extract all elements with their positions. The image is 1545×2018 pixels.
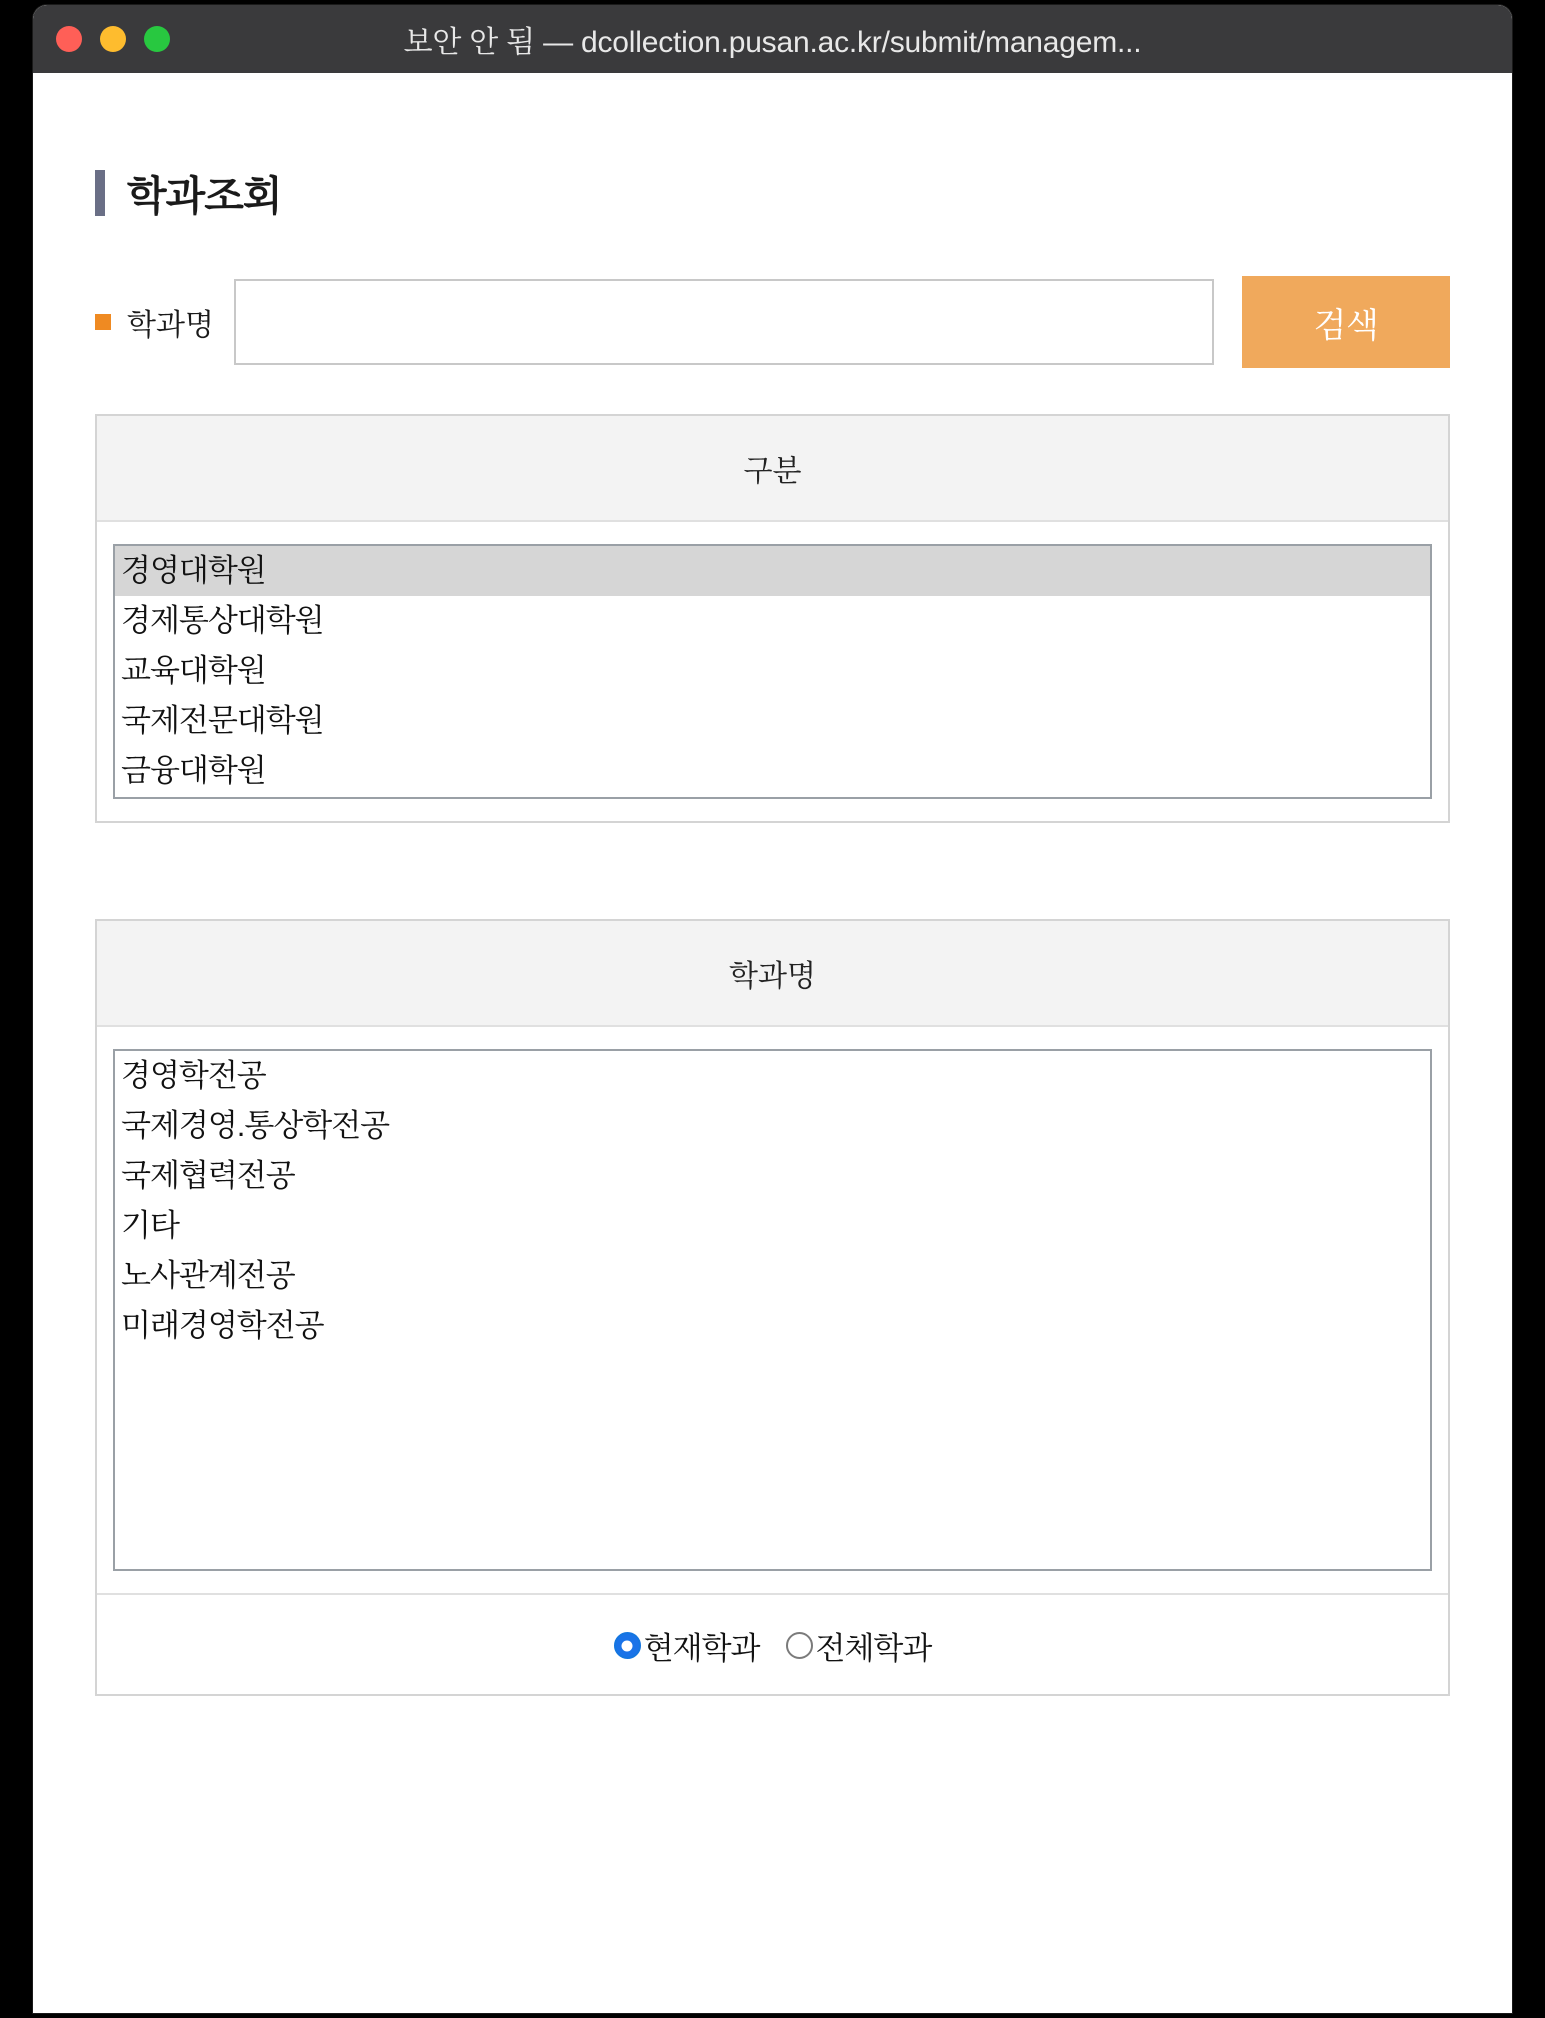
list-item[interactable]: 경제통상대학원 — [121, 603, 324, 638]
major-panel-footer — [97, 1593, 1448, 1694]
list-item[interactable]: 기타 — [121, 1208, 179, 1243]
title-accent-bar — [95, 170, 105, 216]
radio-all-departments[interactable] — [786, 1623, 932, 1668]
department-panel-body — [97, 522, 1448, 821]
major-panel-header: 학과명 — [97, 921, 1448, 1027]
close-window-icon[interactable] — [56, 26, 82, 52]
scope-radio-group — [614, 1623, 932, 1668]
page-title-row — [95, 163, 1450, 222]
minimize-window-icon[interactable] — [100, 26, 126, 52]
maximize-window-icon[interactable] — [144, 26, 170, 52]
radio-label: 전체학과 — [815, 1631, 932, 1666]
list-item[interactable]: 교육대학원 — [121, 653, 266, 688]
title-bar — [33, 5, 1512, 73]
major-listbox[interactable] — [113, 1049, 1432, 1571]
search-button[interactable]: 검색 — [1242, 276, 1450, 368]
radio-icon[interactable] — [786, 1632, 813, 1659]
list-item[interactable]: 국제협력전공 — [121, 1158, 295, 1193]
bullet-icon — [95, 314, 111, 330]
search-label: 학과명 — [127, 309, 214, 342]
search-row — [95, 276, 1450, 368]
major-panel — [95, 919, 1450, 1696]
list-item[interactable]: 노사관계전공 — [121, 1258, 295, 1293]
window-title: 보안 안 됨 — dcollection.pusan.ac.kr/submit/managem... — [403, 26, 1142, 59]
major-panel-body — [97, 1027, 1448, 1593]
list-item[interactable]: 국제경영.통상학전공 — [121, 1108, 390, 1143]
list-item[interactable]: 금융대학원 — [121, 753, 266, 788]
list-item[interactable]: 국제전문대학원 — [121, 703, 324, 738]
search-input[interactable] — [234, 279, 1214, 365]
department-panel — [95, 414, 1450, 823]
radio-current-department[interactable] — [614, 1623, 760, 1668]
list-item[interactable]: 경영학전공 — [121, 1058, 266, 1093]
list-item[interactable]: 미래경영학전공 — [121, 1308, 324, 1343]
list-item[interactable]: 경영대학원 — [115, 546, 1430, 596]
page-content — [33, 163, 1512, 2013]
department-listbox[interactable] — [113, 544, 1432, 799]
department-panel-header: 구분 — [97, 416, 1448, 522]
radio-label: 현재학과 — [643, 1631, 760, 1666]
window-controls — [56, 26, 170, 52]
radio-icon[interactable] — [614, 1632, 641, 1659]
page-title: 학과조회 — [127, 173, 282, 219]
browser-window — [33, 5, 1512, 2013]
